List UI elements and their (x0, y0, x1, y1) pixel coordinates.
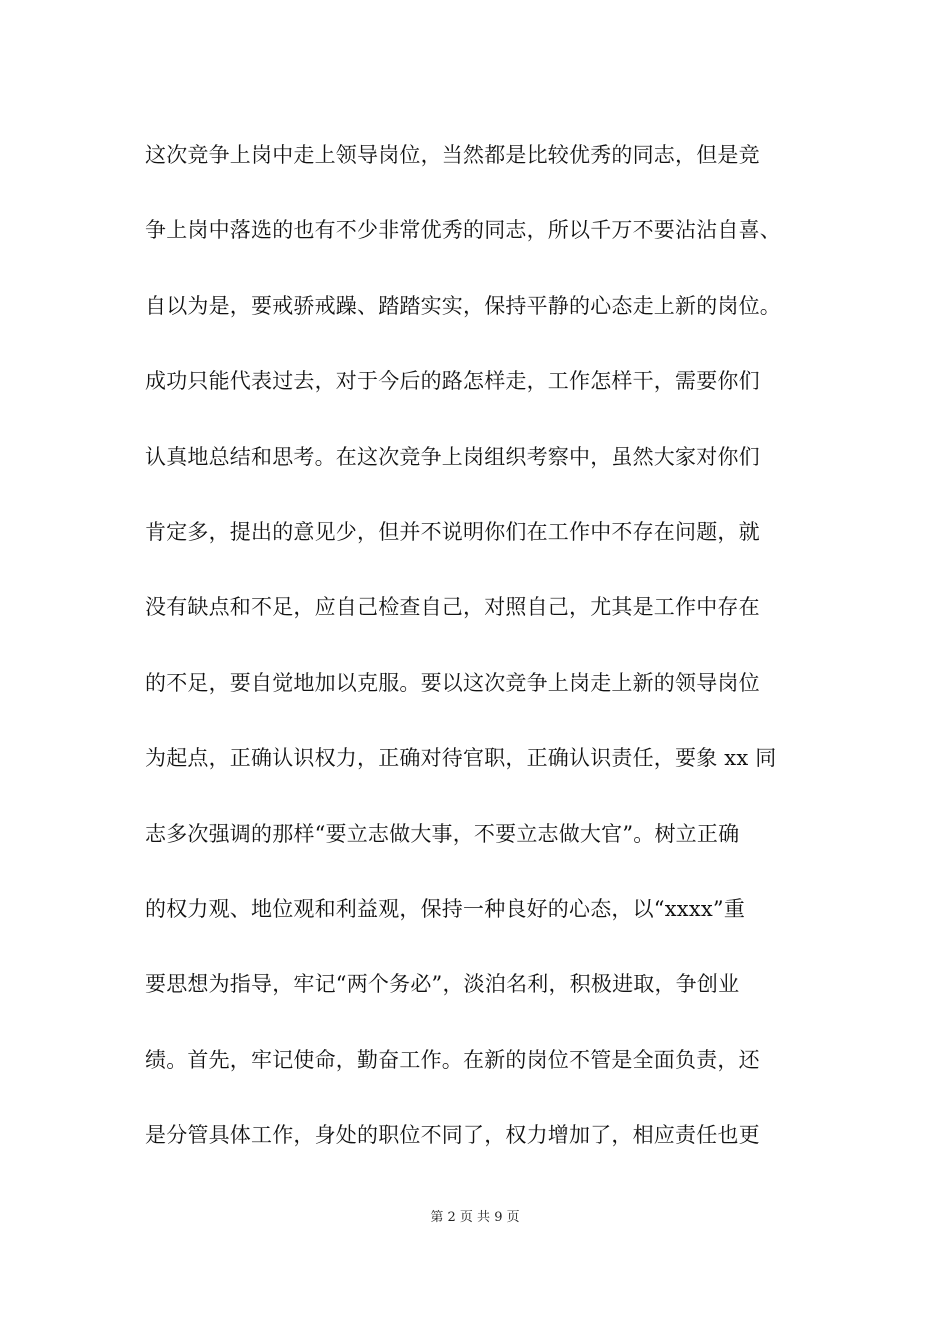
page-number: 第 2 页 共 9 页 (430, 1210, 520, 1225)
text-line: 这次竞争上岗中走上领导岗位，当然都是比较优秀的同志，但是竞 (145, 143, 760, 167)
text-line: 的不足，要自觉地加以克服。要以这次竞争上岗走上新的领导岗位 (145, 670, 760, 695)
body-text (145, 132, 815, 1187)
text-line: 没有缺点和不足，应自己检查自己，对照自己，尤其是工作中存在 (145, 595, 760, 620)
text-line: 成功只能代表过去，对于今后的路怎样走，工作怎样干，需要你们 (145, 369, 760, 394)
text-line: 的权力观、地位观和利益观，保持一种良好的心态，以“xxxx”重 (145, 896, 746, 921)
text-line: 认真地总结和思考。在这次竞争上岗组织考察中，虽然大家对你们 (145, 444, 760, 469)
text-line: 绩。首先，牢记使命，勤奋工作。在新的岗位不管是全面负责，还 (145, 1047, 760, 1072)
text-line: 自以为是，要戒骄戒躁、踏踏实实，保持平静的心态走上新的岗位。 (145, 293, 781, 318)
text-line: 争上岗中落选的也有不少非常优秀的同志，所以千万不要沾沾自喜、 (145, 218, 781, 243)
page-footer (0, 1206, 950, 1225)
text-line: 为起点，正确认识权力，正确对待官职，正确认识责任，要象 xx 同 (145, 746, 777, 771)
text-line: 是分管具体工作，身处的职位不同了，权力增加了，相应责任也更 (145, 1123, 760, 1148)
text-line: 志多次强调的那样“要立志做大事，不要立志做大官”。树立正确 (145, 821, 740, 846)
text-line: 肯定多，提出的意见少，但并不说明你们在工作中不存在问题，就 (145, 519, 760, 544)
text-line: 要思想为指导，牢记“两个务必”，淡泊名利，积极进取，争创业 (145, 972, 740, 997)
